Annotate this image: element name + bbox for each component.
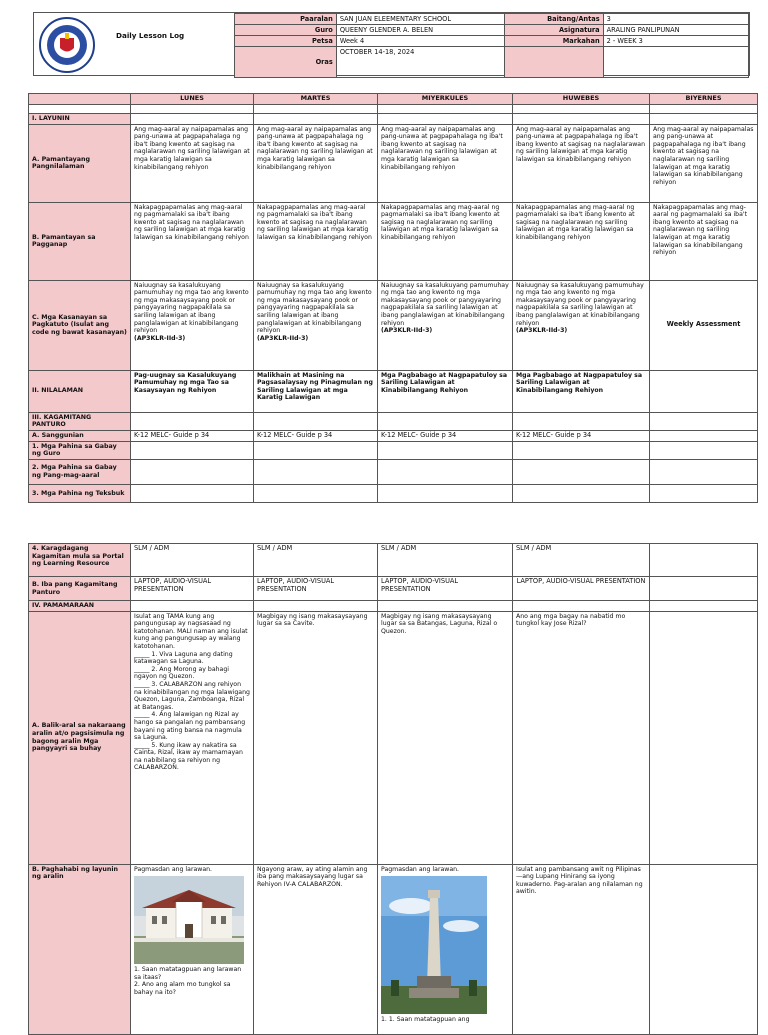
cell-wednesday: SLM / ADM: [378, 544, 513, 577]
kasanayan-code: (AP3KLR-IId-3): [134, 334, 186, 342]
cell-monday: LAPTOP, AUDIO-VISUAL PRESENTATION: [131, 577, 254, 601]
petsa-label: Petsa: [235, 36, 337, 47]
kasanayan-text: Naiuugnay sa kasalukuyang pamumuhay ng mga tao ang kwento ng mga makasaysayang pook or pangyayaring nagpapakilala sa sariling lalawigan at ibang panglalawigan at kinabibilangang rehiyon: [516, 281, 644, 327]
kasanayan-text: Naiuugnay sa kasalukuyang pamumuhay ng mga tao ang kwento ng mga makasaysayang pook or pangyayaring nagpapakilala sa sariling lalawigan at ibang panglalawigan at kinabibilangang rehiyon: [381, 281, 509, 327]
cell-friday: [650, 544, 758, 577]
cell-thursday: Mga Pagbabago at Nagpapatuloy sa Sariling Lalawigan at Kinabibilangang Rehiyon: [513, 370, 650, 412]
header-block: [33, 12, 750, 76]
instruction-text: Pagmasdan ang larawan.: [381, 865, 460, 873]
cell-tuesday: LAPTOP, AUDIO-VISUAL PRESENTATION: [254, 577, 378, 601]
paghahabi-row: [29, 864, 758, 1034]
cell-thursday: Isulat ang pambansang awit ng Pilipinas—ang Lupang Hinirang sa iyong kuwaderno. Pag-aralan ang nilalaman ng awitin.: [513, 864, 650, 1034]
cell-thursday: SLM / ADM: [513, 544, 650, 577]
guro-label: Guro: [235, 25, 337, 36]
cell-friday: [650, 864, 758, 1034]
asignatura-value: ARALING PANLIPUNAN: [603, 25, 748, 36]
day-monday: LUNES: [131, 94, 254, 105]
layunin-heading: I. LAYUNIN: [29, 114, 131, 125]
cell-monday: Nakapagpapamalas ang mag-aaral ng pagmamalaki sa iba't ibang kwento at sagisag na naglalarawan ng sariling lalawigan at mga karatig lalawigan sa kinabibilangang rehiyon: [131, 202, 254, 280]
cell-monday: SLM / ADM: [131, 544, 254, 577]
pamamaraan-row: [29, 601, 758, 612]
cell-wednesday: Nakapagpapamalas ang mag-aaral ng pagmamalaki sa iba't ibang kwento at sagisag na naglalarawan ng sariling lalawigan at mga karatig lalawigan sa kinabibilangang rehiyon: [378, 202, 513, 280]
day-tuesday: MARTES: [254, 94, 378, 105]
balik-aral-row: [29, 611, 758, 864]
asignatura-label: Asignatura: [504, 25, 603, 36]
markahan-label: Markahan: [504, 36, 603, 47]
cell-tuesday: [254, 280, 378, 370]
cell-thursday: Ano ang mga bagay na nabatid mo tungkol kay Jose Rizal?: [513, 611, 650, 864]
karagdagang-row: [29, 544, 758, 577]
header-info-table: [234, 13, 749, 78]
kasanayan-row: [29, 280, 758, 370]
cell-monday: Ang mag-aaral ay naipapamalas ang pang-unawa at pagpapahalaga ng iba't ibang kwento at sagisag na naglalarawan ng sariling lalawigan at mga karatig lalawigan sa kinabibilangang rehiyon: [131, 124, 254, 202]
cell-tuesday: Ang mag-aaral ay naipapamalas ang pang-unawa at pagpapahalaga ng iba't ibang kwento at sagisag na naglalarawan ng sariling lalawigan at mga karatig lalawigan sa kinabibilangang rehiyon: [254, 124, 378, 202]
cell-tuesday: Magbigay ng isang makasaysayang lugar sa sa Cavite.: [254, 611, 378, 864]
cell-friday: [650, 370, 758, 412]
layunin-row: [29, 114, 758, 125]
row-label: 1. Mga Pahina sa Gabay ng Guro: [29, 441, 131, 459]
petsa-value: Week 4: [336, 36, 504, 47]
instruction-text: Pagmasdan ang larawan.: [134, 865, 213, 873]
kasanayan-text: Naiuugnay sa kasalukuyang pamumuhay ng mga tao ang kwento ng mga makasaysayang pook or pangyayaring nagpapakilala sa sariling lalawigan at ibang panglalawigan at kinabibilangang rehiyon: [134, 281, 249, 335]
cell-monday: K-12 MELC- Guide p 34: [131, 430, 254, 441]
cell-monday: [131, 280, 254, 370]
document-title: Daily Lesson Log: [116, 31, 185, 40]
day-header-row: [29, 94, 758, 105]
oras-label: Oras: [235, 47, 337, 78]
lesson-table-part-1: [28, 93, 758, 503]
cell-wednesday: Magbigay ng isang makasaysayang lugar sa sa Batangas, Laguna, Rizal o Quezon.: [378, 611, 513, 864]
gabay-guro-row: [29, 441, 758, 459]
cell-tuesday: SLM / ADM: [254, 544, 378, 577]
iba-pang-kagamitan-row: [29, 577, 758, 601]
baitang-label: Baitang/Antas: [504, 14, 603, 25]
markahan-value: 2 - WEEK 3: [603, 36, 748, 47]
row-label: A. Balik-aral sa nakaraang aralin at/o pagsisimula ng bagong aralin Mga pangyayri sa buhay: [29, 611, 131, 864]
nilalaman-heading: II. NILALAMAN: [29, 370, 131, 412]
guro-value: QUEENY GLENDER A. BELEN: [336, 25, 504, 36]
cell-wednesday: [378, 864, 513, 1034]
cell-tuesday: Malikhain at Masining na Pagsasalaysay ng Pinagmulan ng Sariling Lalawigan at mga Karatig Lalawigan: [254, 370, 378, 412]
question-text: 1. 1. Saan matatagpuan ang: [381, 1016, 470, 1024]
question-text: 1. Saan matatagpuan ang larawan sa itaas? 2. Ano ang alam mo tungkol sa bahay na ito?: [134, 966, 242, 996]
row-label: A. Pamantayang Pangnilalaman: [29, 124, 131, 202]
empty-value: [603, 47, 748, 78]
kasanayan-code: (AP3KLR-IId-3): [381, 327, 433, 335]
row-label: 2. Mga Pahina sa Gabay ng Pang-mag-aaral: [29, 459, 131, 484]
nilalaman-row: [29, 370, 758, 412]
cell-tuesday: Nakapagpapamalas ang mag-aaral ng pagmamalaki sa iba't ibang kwento at sagisag na naglalarawan ng sariling lalawigan at mga karatig lalawigan sa kinabibilangang rehiyon: [254, 202, 378, 280]
empty-label: [504, 47, 603, 78]
day-wednesday: MIYERKULES: [378, 94, 513, 105]
cell-monday: Pag-uugnay sa Kasalukuyang Pamumuhay ng mga Tao sa Kasaysayan ng Rehiyon: [131, 370, 254, 412]
pamamaraan-heading: IV. PAMAMARAAN: [29, 601, 131, 612]
cell-thursday: [513, 280, 650, 370]
cell-wednesday: [378, 280, 513, 370]
day-thursday: HUWEBES: [513, 94, 650, 105]
cell-friday: [650, 430, 758, 441]
row-label: 4. Karagdagang Kagamitan mula sa Portal ng Learning Resource: [29, 544, 131, 577]
cell-friday: [650, 577, 758, 601]
cell-monday: Isulat ang TAMA kung ang pangungusap ay nagsasaad ng katotohanan. MALI naman ang isulat kung ang pangungusap ay walang katotohanan. _____ 1. Viva Laguna ang dating katawagan sa Laguna. _____ 2. Ang Morong ay bahagi ngayon ng Quezon. _____ 3. CALABARZON ang rehiyon na kinabibilangan ng mga lalawigang Quezon, Laguna, Zamboanga, Rizal at Batangas. _____ 4. Ang lalawigan ng Rizal ay hango sa pangalan ng pambansang bayani ng ating bansa na nagmula sa Laguna. _____ 5. Kung ikaw ay nakatira sa Cainta, Rizal, ikaw ay mamamayan na nabibilang sa rehiyon ng CALABARZON.: [131, 611, 254, 864]
cell-thursday: Nakapagpapamalas ang mag-aaral ng pagmamalaki sa iba't ibang kwento at sagisag na naglalarawan ng sariling lalawigan at mga karatig lalawigan sa kinabibilangang rehiyon: [513, 202, 650, 280]
corner-cell: [29, 94, 131, 105]
paaralan-label: Paaralan: [235, 14, 337, 25]
cell-wednesday: K-12 MELC- Guide p 34: [378, 430, 513, 441]
historic-house-photo: [134, 876, 244, 964]
kasanayan-text: Naiuugnay sa kasalukuyang pamumuhay ng mga tao ang kwento ng mga makasaysayang pook or pangyayaring nagpapakilala sa sariling lalawigan at ibang panglalawigan at kinabibilangang rehiyon: [257, 281, 372, 335]
cell-friday: Weekly Assessment: [650, 280, 758, 370]
cell-monday: [131, 864, 254, 1034]
cell-wednesday: Ang mag-aaral ay naipapamalas ang pang-unawa at pagpapahalaga ng iba't ibang kwento at sagisag na naglalarawan ng sariling lalawigan at mga karatig lalawigan sa kinabibilangang rehiyon: [378, 124, 513, 202]
oras-value: OCTOBER 14-18, 2024: [336, 47, 504, 78]
cell-friday: Nakapagpapamalas ang mag-aaral ng pagmamalaki sa iba't ibang kwento at sagisag na naglalarawan ng sariling lalawigan at mga karatig lalawigan sa kinabibilangang rehiyon: [650, 202, 758, 280]
cell-tuesday: Ngayong araw, ay ating alamin ang iba pang makasaysayang lugar sa Rehiyon IV-A CALABARZON.: [254, 864, 378, 1034]
teksbuk-row: [29, 484, 758, 502]
row-label: 3. Mga Pahina ng Teksbuk: [29, 484, 131, 502]
cell-friday: Ang mag-aaral ay naipapamalas ang pang-unawa at pagpapahalaga ng iba't ibang kwento at sagisag na naglalarawan ng sariling lalawigan at mga karatig lalawigan sa kinabibilangang rehiyon: [650, 124, 758, 202]
cell-thursday: K-12 MELC- Guide p 34: [513, 430, 650, 441]
pamantayang-pangnilalaman-row: [29, 124, 758, 202]
sanggunian-row: [29, 430, 758, 441]
kasanayan-code: (AP3KLR-IId-3): [516, 327, 568, 335]
paaralan-value: SAN JUAN ELEEMENTARY SCHOOL: [336, 14, 504, 25]
kasanayan-code: (AP3KLR-IId-3): [257, 334, 309, 342]
lesson-table-part-2: [28, 543, 758, 1035]
cell-friday: [650, 611, 758, 864]
kagamitan-row: [29, 412, 758, 430]
cell-thursday: Ang mag-aaral ay naipapamalas ang pang-unawa at pagpapahalaga ng iba't ibang kwento at sagisag na naglalarawan ng sariling lalawigan at mga karatig lalawigan sa kinabibilangang rehiyon: [513, 124, 650, 202]
row-label: A. Sanggunian: [29, 430, 131, 441]
deped-seal-icon: [38, 16, 96, 74]
cell-wednesday: Mga Pagbabago at Nagpapatuloy sa Sariling Lalawigan at Kinabibilangang Rehiyon: [378, 370, 513, 412]
baitang-value: 3: [603, 14, 748, 25]
rizal-monument-photo: [381, 876, 487, 1014]
cell-thursday: LAPTOP, AUDIO-VISUAL PRESENTATION: [513, 577, 650, 601]
cell-wednesday: LAPTOP, AUDIO-VISUAL PRESENTATION: [378, 577, 513, 601]
gabay-mag-aaral-row: [29, 459, 758, 484]
row-label: B. Paghahabi ng layunin ng aralin: [29, 864, 131, 1034]
day-friday: BIYERNES: [650, 94, 758, 105]
row-label: B. Pamantayan sa Pagganap: [29, 202, 131, 280]
spacer-row: [29, 105, 758, 114]
row-label: C. Mga Kasanayan sa Pagkatuto (Isulat ang code ng bawat kasanayan): [29, 280, 131, 370]
cell-tuesday: K-12 MELC- Guide p 34: [254, 430, 378, 441]
row-label: B. Iba pang Kagamitang Panturo: [29, 577, 131, 601]
kagamitan-heading: III. KAGAMITANG PANTURO: [29, 412, 131, 430]
pamantayan-pagganap-row: [29, 202, 758, 280]
